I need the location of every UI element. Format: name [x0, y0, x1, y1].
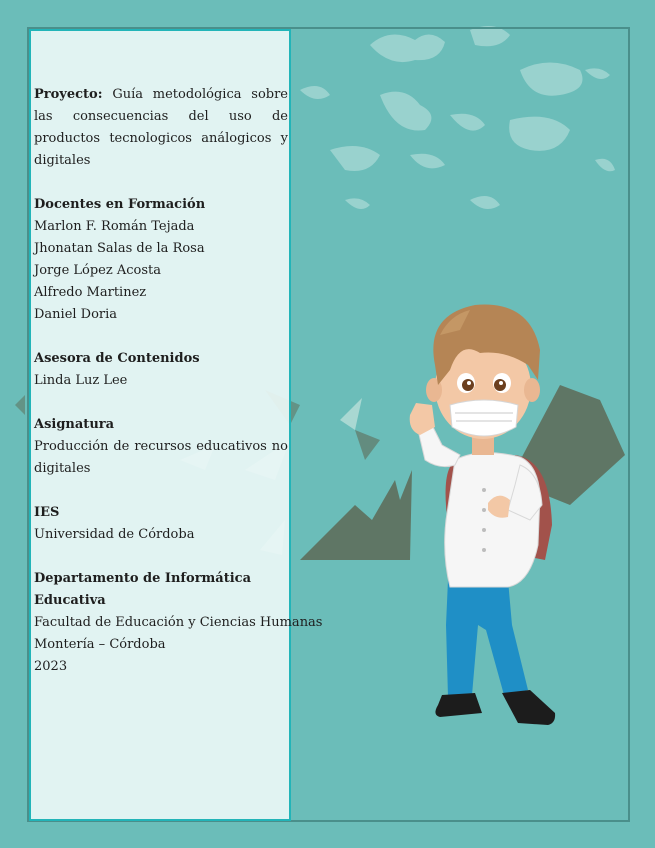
subject-name: Producción de recursos educativos no digitales	[34, 439, 288, 476]
teacher-name: Marlon F. Román Tejada	[34, 219, 195, 234]
ies-block	[34, 502, 288, 546]
subject-heading: Asignatura	[34, 417, 115, 432]
project-block	[34, 84, 288, 172]
city-name: Montería – Córdoba	[34, 637, 166, 652]
teachers-block	[34, 194, 288, 326]
department-heading: Departamento de Informática Educativa	[34, 571, 252, 608]
teacher-name: Alfredo Martinez	[34, 285, 147, 300]
teacher-name: Jhonatan Salas de la Rosa	[34, 241, 205, 256]
ies-name: Universidad de Córdoba	[34, 527, 195, 542]
teacher-name: Daniel Doria	[34, 307, 118, 322]
project-title: Guía metodológica sobre las consecuencias del uso de productos tecnologicos análogicos y digitales	[34, 87, 288, 168]
teachers-heading: Docentes en Formación	[34, 197, 206, 212]
subject-block	[34, 414, 288, 480]
project-label: Proyecto:	[34, 87, 103, 102]
credits-text	[34, 84, 323, 700]
department-block	[34, 568, 323, 678]
faculty-name: Facultad de Educación y Ciencias Humanas	[34, 615, 323, 630]
advisor-name: Linda Luz Lee	[34, 373, 128, 388]
boy-illustration	[380, 295, 580, 740]
teacher-name: Jorge López Acosta	[34, 263, 161, 278]
year: 2023	[34, 659, 68, 674]
advisor-heading: Asesora de Contenidos	[34, 351, 200, 366]
ies-heading: IES	[34, 505, 60, 520]
advisor-block	[34, 348, 288, 392]
